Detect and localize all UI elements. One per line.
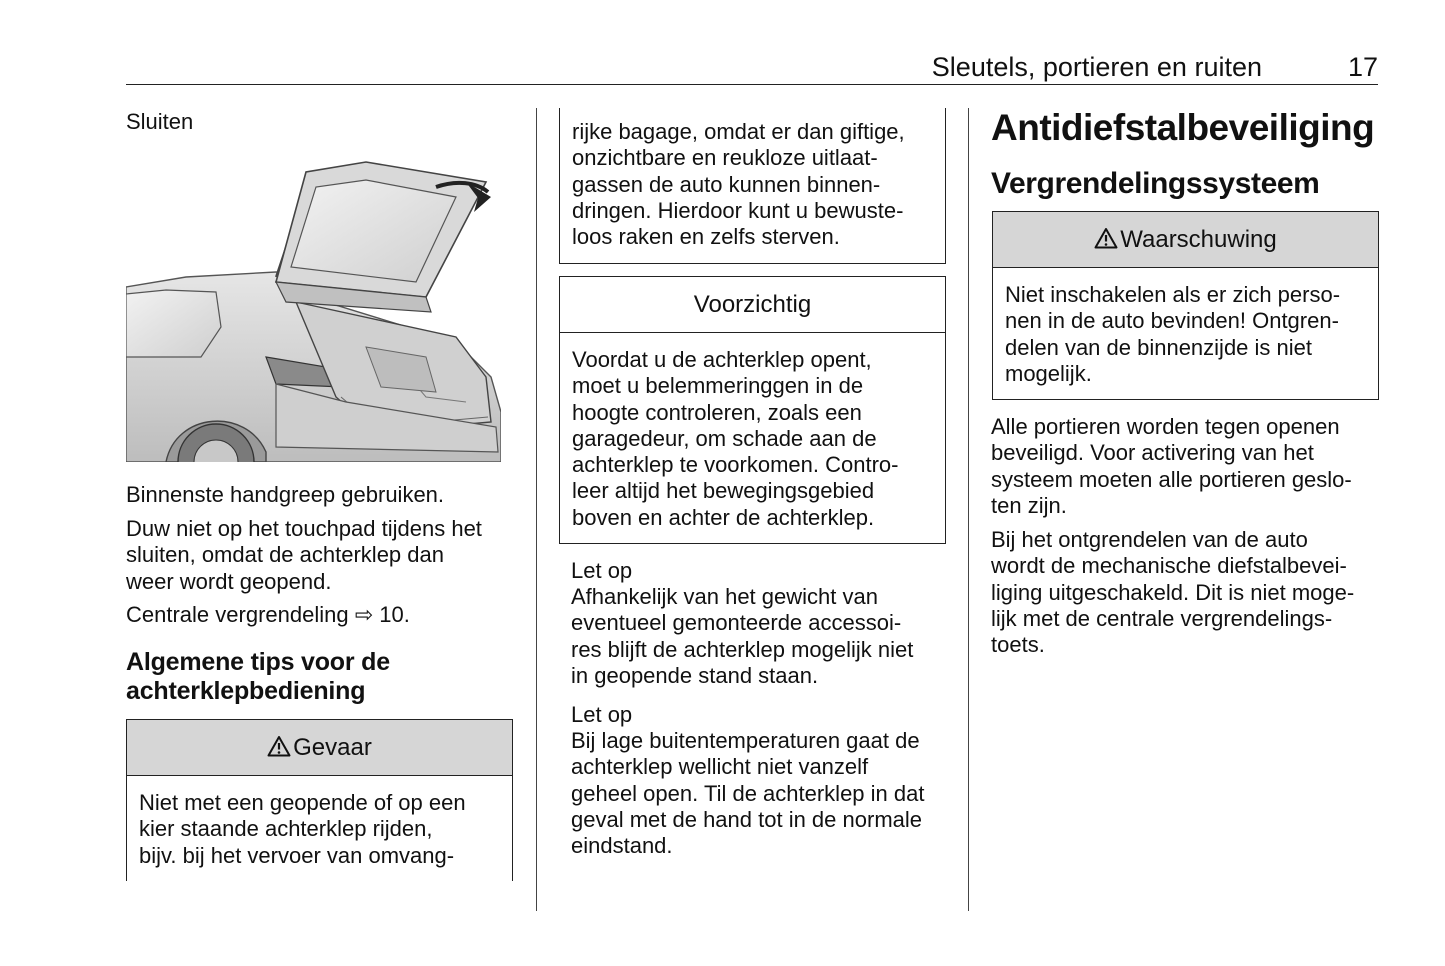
caution-box: [559, 276, 946, 544]
car-tailgate-open-illustration: [126, 152, 501, 462]
warning-box-title: Waarschuwing: [1120, 226, 1277, 253]
danger-box-text: Niet met een geopende of op een kier staande achterklep rijden, bijv. bij het vervoer van omvang-: [139, 790, 466, 868]
danger-box-continued: [559, 108, 946, 264]
danger-box: [126, 719, 513, 881]
warning-box-header: [993, 212, 1378, 268]
note1-text: Afhankelijk van het gewicht van eventueel gemonteerde accessoi- res blijft de achterklep mogelijk niet in geopende stand staan.: [571, 584, 914, 688]
caution-box-text: Voordat u de achterklep opent, moet u belemmeringgen in de hoogte controleren, zoals een garagedeur, om schade aan de achterklep te voorkomen. Contro- leer altijd het bewegingsgebied boven en achter de achterklep.: [572, 347, 899, 530]
page-number: 17: [1347, 52, 1378, 82]
paragraph-touchpad: Duw niet op het touchpad tijdens het sluiten, omdat de achterklep dan weer wordt geopend.: [126, 516, 482, 594]
paragraph-ontgrendelen: Bij het ontgrendelen van de auto wordt de mechanische diefstalbevei- liging uitgeschakeld. Dit is niet moge- lijk met de centrale vergrendelings- toets.: [991, 527, 1355, 658]
paragraph-handgreep: Binnenste handgreep gebruiken.: [126, 482, 445, 507]
note2-title: Let op: [571, 702, 633, 727]
running-header-title: Sleutels, portieren en ruiten: [931, 52, 1262, 82]
paragraph-alle-portieren: Alle portieren worden tegen openen beveiligd. Voor activering van het systeem moeten alle portieren geslo- ten zijn.: [991, 414, 1352, 518]
danger-box-continued-text: rijke bagage, omdat er dan giftige, onzichtbare en reukloze uitlaat- gassen de auto kunnen binnen- dringen. Hierdoor kunt u bewuste- loos raken en zelfs sterven.: [572, 119, 905, 250]
section-label-sluiten: Sluiten: [126, 109, 194, 134]
note1-title: Let op: [571, 558, 633, 583]
warning-triangle-icon: [1094, 227, 1118, 249]
danger-box-title: Gevaar: [293, 734, 372, 761]
column-divider-1: [536, 108, 537, 911]
warning-box: [992, 211, 1379, 400]
header-rule: [126, 84, 1378, 85]
caution-box-header: Voorzichtig: [560, 277, 945, 333]
note2-text: Bij lage buitentemperaturen gaat de achterklep wellicht niet vanzelf geheel open. Til de achterklep in dat geval met de hand tot in de normale eindstand.: [571, 728, 925, 859]
subheading-vergrendelingssysteem: Vergrendelingssysteem: [991, 167, 1320, 200]
danger-box-header: [127, 720, 512, 776]
heading-antidiefstalbeveiliging: Antidiefstalbeveiliging: [991, 107, 1375, 148]
warning-triangle-icon: [267, 735, 291, 757]
column-divider-2: [968, 108, 969, 911]
subheading-algemene-tips: Algemene tips voor de achterklepbediening: [126, 648, 390, 705]
paragraph-centrale-vergrendeling: Centrale vergrendeling ⇨ 10.: [126, 602, 410, 627]
warning-box-text: Niet inschakelen als er zich perso- nen in de auto bevinden! Ontgren- delen van de binnenzijde is niet mogelijk.: [1005, 282, 1341, 386]
